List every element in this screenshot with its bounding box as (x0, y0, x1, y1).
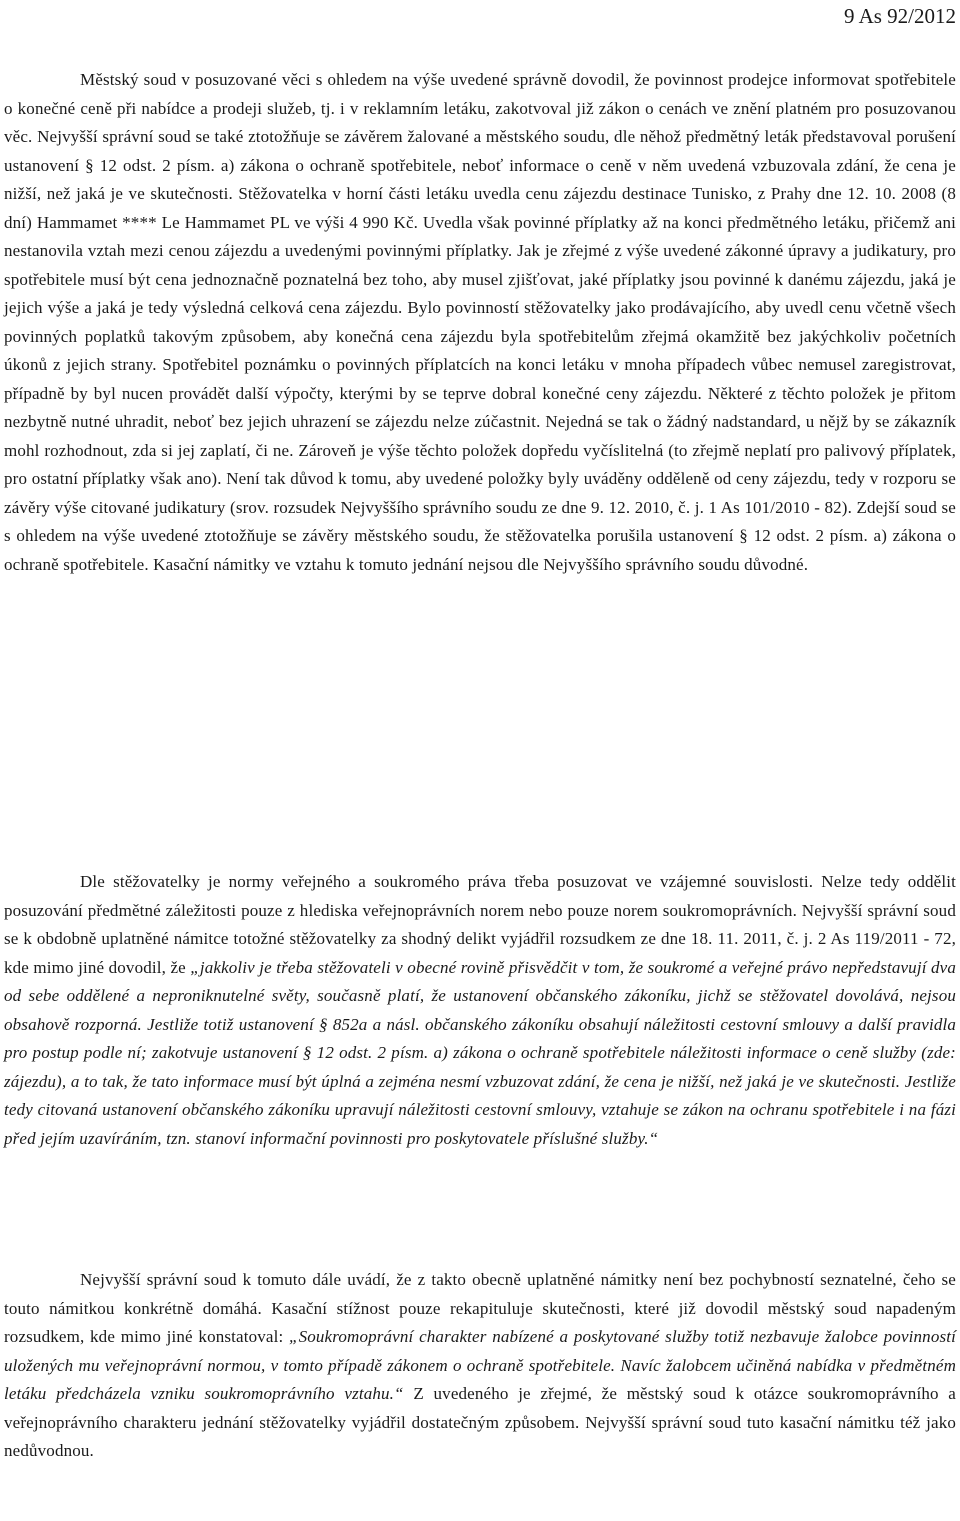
paragraph-3 (4, 1266, 956, 1466)
case-number-header: 9 As 92/2012 (843, 4, 956, 28)
paragraph-1-text: Městský soud v posuzované věci s ohledem na výše uvedené správně dovodil, že povinnost prodejce informovat spotřebitele o konečné ceně při nabídce a prodeji služeb, tj. i v reklamním letáku, zakotvoval již zákon o cenách ve znění platném pro posuzovanou věc. Nejvyšší správní soud se také ztotožňuje se závěrem žalované a městského soudu, dle něhož předmětný leták představoval porušení ustanovení § 12 odst. 2 písm. a) zákona o ochraně spotřebitele, neboť informace o ceně v něm uvedená vzbuzovala zdání, že cena je nižší, než jaká je ve skutečnosti. Stěžovatelka v horní části letáku uvedla cenu zájezdu destinace Tunisko, z Prahy dne 12. 10. 2008 (8 dní) Hammamet **** Le Hammamet PL ve výši 4 990 Kč. Uvedla však povinné příplatky až na konci předmětného letáku, přičemž ani nestanovila vztah mezi cenou zájezdu a uvedenými povinnými příplatky. Jak je zřejmé z výše uvedené zákonné úpravy a judikatury, pro spotřebitele musí být cena jednoznačně poznatelná bez toho, aby musel zjišťovat, jaké příplatky jsou povinné k danému zájezdu, jaká je jejich výše a jaká je tedy výsledná celková cena zájezdu. Bylo povinností stěžovatelky jako prodávajícího, aby uvedl cenu včetně všech povinných poplatků takovým způsobem, aby konečná cena zájezdu byla spotřebitelům zřejmá okamžitě bez jakýchkoliv početních úkonů z jejich strany. Spotřebitel poznámku o povinných příplatcích na konci letáku v mnoha případech vůbec nemusel zaregistrovat, případně by byl nucen provádět další výpočty, kterými by se teprve dobral konečné ceny zájezdu. Některé z těchto položek je přitom nezbytně nutné uhradit, neboť bez jejich uhrazení se zájezdu nelze zúčastnit. Nejedná se tak o žádný nadstandard, u nějž by se zákazník mohl rozhodnout, zda si jej zaplatí, či ne. Zároveň je výše těchto položek dopředu vyčíslitelná (to zřejmě neplatí pro palivový příplatek, pro ostatní příplatky však ano). Není tak důvod k tomu, aby uvedené položky byly uváděny odděleně od ceny zájezdu, tedy v rozporu se závěry výše citované judikatury (srov. rozsudek Nejvyššího správního soudu ze dne 9. 12. 2010, č. j. 1 As 101/2010 - 82). Zdejší soud se s ohledem na výše uvedené ztotožňuje se závěry městského soudu, že stěžovatelka porušila ustanovení § 12 odst. 2 písm. a) zákona o ochraně spotřebitele. Kasační námitky ve vztahu k tomuto jednání nejsou dle Nejvyššího správního soudu důvodné. (4, 70, 956, 574)
paragraph-2 (4, 868, 956, 1153)
paragraph-1 (4, 66, 956, 579)
paragraph-3-text: Nejvyšší správní soud k tomuto dále uvádí, že z takto obecně uplatněné námitky není bez pochybností seznatelné, čeho se touto námitkou konkrétně domáhá. Kasační stížnost pouze rekapituluje skutečnosti, které již dovodil městský soud napadeným rozsudkem, kde mimo jiné konstatoval: (4, 1270, 956, 1346)
paragraph-2-quote: „jakkoliv je třeba stěžovateli v obecné rovině přisvědčit v tom, že soukromé a veřejné právo nepředstavují dva od sebe oddělené a neproniknutelné světy, současně platí, že ustanovení občanského zákoníku, jichž se stěžovatel dovolává, nejsou obsahově rozporná. Jestliže totiž ustanovení § 852a a násl. občanského zákoníku obsahují náležitosti cestovní smlouvy a další pravidla pro postup podle ní; zakotvuje ustanovení § 12 odst. 2 písm. a) zákona o ochraně spotřebitele náležitosti informace o ceně služby (zde: zájezdu), a to tak, že tato informace musí být úplná a zejména nesmí vzbuzovat zdání, že cena je nižší, než jaká je ve skutečnosti. Jestliže tedy citovaná ustanovení občanského zákoníku upravují náležitosti cestovní smlouvy, vztahuje se zákon na ochranu spotřebitele i na fázi před jejím uzavíráním, tzn. stanoví informační povinnosti pro poskytovatele příslušné služby.“ (4, 957, 956, 1148)
paragraph-3-quote: „Soukromoprávní charakter nabízené a poskytované služby totiž nezbavuje žalobce povinností uložených mu veřejnoprávní normou, v tomto případě zákonem o ochraně spotřebitele. Navíc žalobcem učiněná nabídka v předmětném letáku předcházela vzniku soukromoprávního vztahu.“ (4, 1327, 956, 1403)
paragraph-2-text: Dle stěžovatelky je normy veřejného a soukromého práva třeba posuzovat ve vzájemné souvislosti. Nelze tedy oddělit posuzování předmětné záležitosti pouze z hlediska veřejnoprávních norem nebo pouze norem soukromoprávních. Nejvyšší správní soud se k obdobně uplatněné námitce totožné stěžovatelky za shodný delikt vyjádřil rozsudkem ze dne 18. 11. 2011, č. j. 2 As 119/2011 - 72, kde mimo jiné dovodil, že (4, 872, 956, 977)
paragraph-3-text-end: Z uvedeného je zřejmé, že městský soud k otázce soukromoprávního a veřejnoprávního charakteru jednání stěžovatelky vyjádřil dostatečným způsobem. Nejvyšší správní soud tuto kasační námitku též jako nedůvodnou. (4, 1384, 956, 1460)
